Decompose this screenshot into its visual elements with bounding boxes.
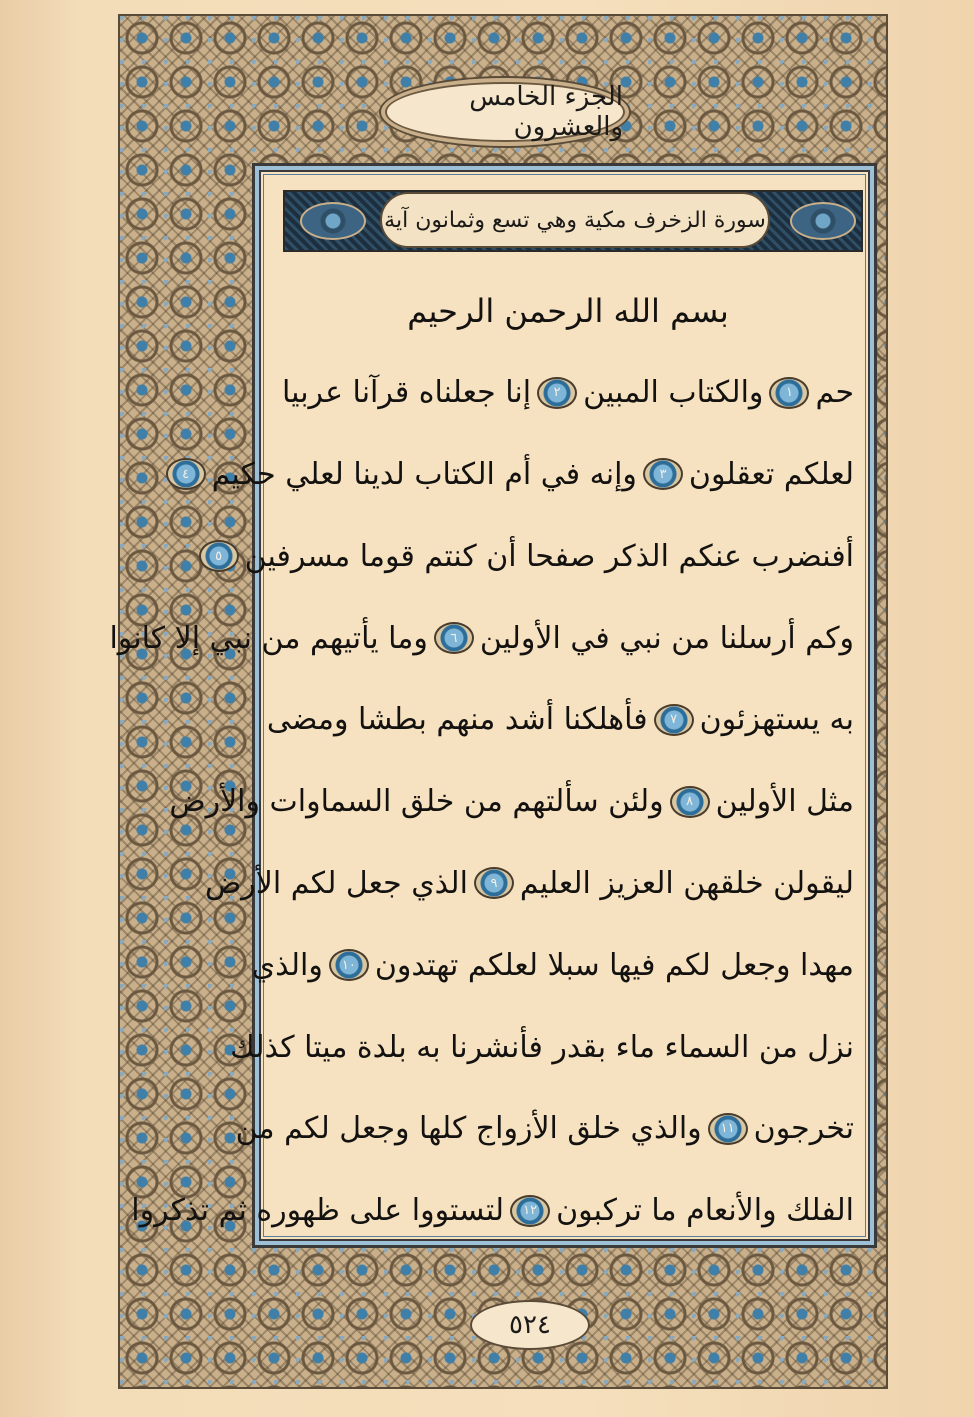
surah-title: سورة الزخرف مكية وهي تسع وثمانون آية bbox=[384, 207, 766, 233]
basmala-text: بسم الله الرحمن الرحيم bbox=[407, 291, 729, 330]
verse-text: فأهلكنا أشد منهم بطشا ومضى bbox=[266, 702, 648, 738]
basmala-line bbox=[282, 270, 854, 352]
ayah-marker-icon: ٤ bbox=[166, 458, 206, 490]
page-number-cartouche bbox=[470, 1300, 590, 1350]
verse-line bbox=[109, 597, 854, 679]
verse-text: والذي خلق الأزواج كلها وجعل لكم من bbox=[235, 1111, 702, 1147]
verse-text: تخرجون bbox=[753, 1111, 854, 1147]
verse-text: لتستووا على ظهوره ثم تذكروا bbox=[131, 1193, 505, 1229]
verse-text: ليقولن خلقهن العزيز العليم bbox=[519, 865, 854, 901]
verse-line bbox=[169, 761, 854, 843]
verse-line bbox=[215, 515, 854, 597]
ayah-marker-icon: ٥ bbox=[199, 540, 239, 572]
verse-text: نزل من السماء ماء بقدر فأنشرنا به بلدة ميتا كذلك bbox=[230, 1029, 854, 1065]
verse-lines bbox=[109, 270, 854, 1252]
verse-text: إنا جعلناه قرآنا عربيا bbox=[282, 375, 532, 411]
verse-text: حم bbox=[815, 375, 854, 411]
juz-title: الجزء الخامس والعشرون bbox=[469, 82, 623, 142]
verse-text: ولئن سألتهم من خلق السماوات والأرض bbox=[169, 784, 664, 820]
surah-title-cartouche bbox=[380, 192, 770, 248]
verse-line bbox=[235, 1088, 854, 1170]
verse-line bbox=[204, 843, 854, 925]
ayah-marker-icon: ٨ bbox=[670, 786, 710, 818]
ayah-marker-icon: ٧ bbox=[654, 704, 694, 736]
verse-line bbox=[182, 434, 854, 516]
band-ornament-right-icon bbox=[790, 202, 856, 240]
verse-text: لعلكم تعقلون bbox=[688, 456, 854, 492]
verse-line bbox=[131, 1170, 854, 1252]
ayah-marker-icon: ١ bbox=[769, 377, 809, 409]
verse-text: الذي جعل لكم الأرض bbox=[204, 865, 468, 901]
ayah-marker-icon: ٩ bbox=[474, 867, 514, 899]
verse-line bbox=[282, 352, 854, 434]
verse-text: به يستهزئون bbox=[699, 702, 854, 738]
ayah-marker-icon: ١٢ bbox=[510, 1195, 550, 1227]
verse-line bbox=[251, 924, 854, 1006]
verse-text: وإنه في أم الكتاب لدينا لعلي حكيم bbox=[211, 456, 637, 492]
verse-line bbox=[266, 679, 854, 761]
verse-text: والذي bbox=[251, 947, 323, 983]
verse-text: مثل الأولين bbox=[715, 784, 854, 820]
verse-text: وكم أرسلنا من نبي في الأولين bbox=[479, 620, 854, 656]
band-ornament-left-icon bbox=[300, 202, 366, 240]
ayah-marker-icon: ٣ bbox=[643, 458, 683, 490]
ayah-marker-icon: ١١ bbox=[708, 1113, 748, 1145]
verse-text: الفلك والأنعام ما تركبون bbox=[556, 1193, 854, 1229]
verse-text: أفنضرب عنكم الذكر صفحا أن كنتم قوما مسرفين bbox=[244, 538, 854, 574]
ayah-marker-icon: ٦ bbox=[434, 622, 474, 654]
ayah-marker-icon: ٢ bbox=[537, 377, 577, 409]
juz-header-cartouche bbox=[385, 82, 625, 142]
verse-text: وما يأتيهم من نبي إلا كانوا bbox=[109, 620, 428, 656]
verse-line bbox=[230, 1006, 854, 1088]
page-number: ٥٢٤ bbox=[509, 1310, 551, 1340]
verse-text: مهدا وجعل لكم فيها سبلا لعلكم تهتدون bbox=[374, 947, 854, 983]
ayah-marker-icon: ١٠ bbox=[329, 949, 369, 981]
verse-text: والكتاب المبين bbox=[583, 375, 764, 411]
